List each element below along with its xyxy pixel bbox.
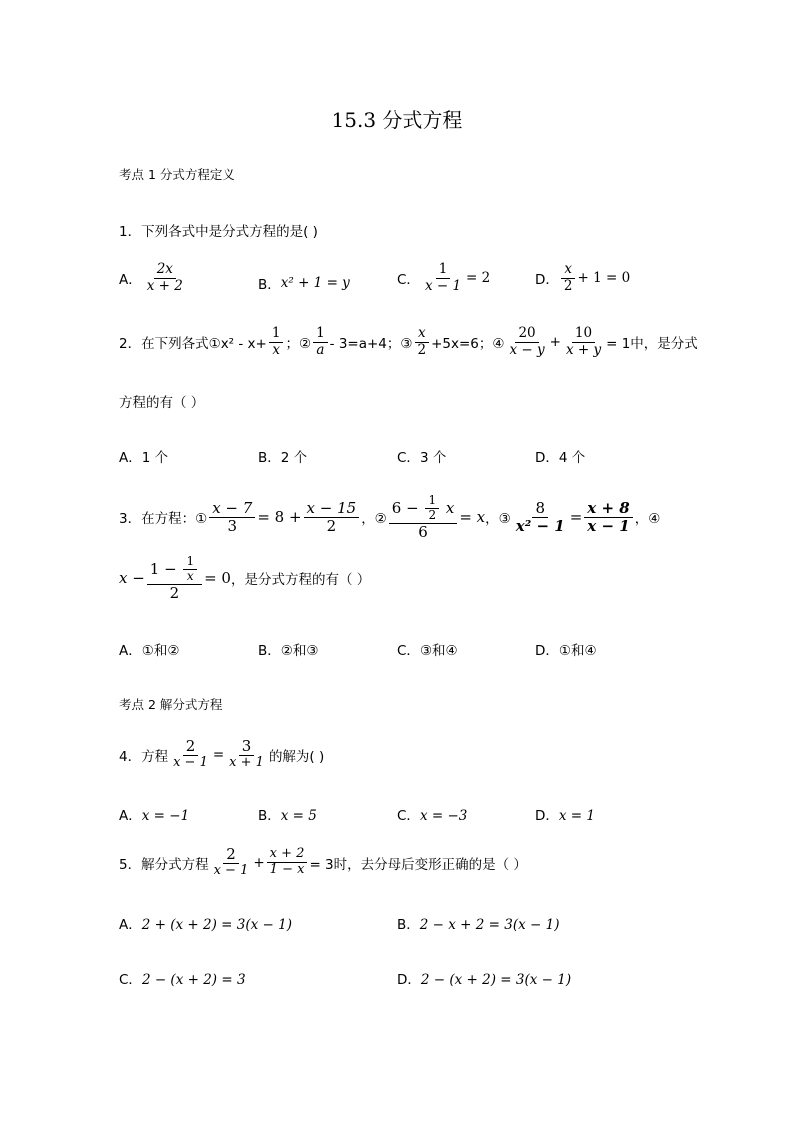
option-text: 2 − (x + 2) = 3(x − 1) bbox=[420, 972, 572, 988]
option-text: 2 − (x + 2) = 3 bbox=[141, 972, 246, 988]
option-label: D． bbox=[397, 972, 421, 988]
stem-text: x − bbox=[119, 569, 145, 588]
option-label: B． bbox=[258, 643, 281, 659]
option-label: B． bbox=[258, 277, 281, 293]
denominator: x bbox=[272, 341, 280, 358]
question-1-stem: 1．下列各式中是分式方程的是( ) bbox=[119, 224, 318, 240]
denominator: x + 2 bbox=[146, 277, 183, 294]
q5-option-c bbox=[119, 968, 246, 988]
fraction bbox=[563, 326, 604, 358]
question-4-stem bbox=[119, 738, 324, 771]
numerator: 2 bbox=[183, 738, 199, 756]
option-label: C． bbox=[119, 972, 142, 988]
numerator: 2x bbox=[154, 262, 176, 279]
option-text: 4 个 bbox=[558, 450, 586, 466]
stem-text: = bbox=[212, 746, 225, 763]
stem-text: ，④ bbox=[634, 511, 661, 528]
question-5-stem bbox=[119, 846, 527, 879]
denominator: x bbox=[186, 568, 194, 583]
q3-option-a bbox=[119, 639, 179, 659]
stem-text: ；② bbox=[285, 336, 312, 353]
fraction bbox=[313, 326, 328, 358]
option-text: ①和④ bbox=[558, 643, 597, 659]
q2-option-c bbox=[397, 446, 446, 466]
stem-text: 3．在方程：① bbox=[119, 511, 208, 528]
denominator: x − 1 bbox=[213, 863, 249, 879]
option-text: x² + 1 = y bbox=[280, 275, 350, 291]
fraction bbox=[513, 500, 568, 536]
option-text: 2 个 bbox=[280, 450, 308, 466]
numerator: 1 bbox=[425, 494, 439, 509]
fraction bbox=[584, 500, 632, 536]
q5-option-b bbox=[397, 913, 559, 933]
question-3-stem bbox=[119, 494, 660, 541]
stem-text: = x bbox=[459, 508, 486, 527]
stem-text: - 3=a+4；③ bbox=[329, 336, 413, 353]
numerator bbox=[147, 555, 202, 585]
stem-text: = bbox=[569, 508, 583, 527]
option-label: D． bbox=[535, 450, 559, 466]
denominator: 2 bbox=[563, 277, 573, 294]
denominator: 3 bbox=[227, 516, 238, 535]
numerator: x − 7 bbox=[209, 500, 255, 518]
stem-text: 的解为( ) bbox=[268, 748, 325, 765]
option-label: A． bbox=[119, 272, 142, 289]
denominator: 2 bbox=[428, 507, 437, 522]
option-label: A． bbox=[119, 450, 142, 466]
stem-text: = 3时，去分母后变形正确的是（ ） bbox=[309, 856, 527, 873]
option-label: A． bbox=[119, 808, 142, 824]
numerator: x bbox=[415, 326, 429, 343]
numerator: 8 bbox=[532, 500, 548, 518]
q3-option-d bbox=[535, 639, 597, 659]
fraction bbox=[425, 494, 439, 523]
numerator: 3 bbox=[239, 738, 255, 756]
q4-option-a bbox=[119, 804, 189, 824]
option-label: C． bbox=[397, 643, 420, 659]
numerator bbox=[389, 494, 458, 524]
section-heading-2: 考点 2 解分式方程 bbox=[119, 697, 223, 712]
option-text: 3 个 bbox=[419, 450, 447, 466]
stem-text: ，② bbox=[361, 511, 387, 528]
numerator: 10 bbox=[572, 326, 595, 343]
stem-text: ，是分式方程的有（ ） bbox=[230, 572, 371, 589]
q4-option-b bbox=[258, 804, 317, 824]
q3-option-b bbox=[258, 639, 318, 659]
denominator: 2 bbox=[417, 341, 427, 358]
numerator: 1 bbox=[313, 326, 328, 343]
q1-option-d bbox=[535, 262, 630, 294]
q2-option-d bbox=[535, 446, 585, 466]
numerator-part: x bbox=[445, 498, 455, 517]
numerator: x + 2 bbox=[267, 847, 308, 863]
numerator-part: 1 − bbox=[149, 559, 182, 578]
q4-option-d bbox=[535, 804, 595, 824]
denominator: x + 1 bbox=[229, 755, 264, 771]
stem-text: + bbox=[549, 334, 561, 351]
stem-text: = 8 + bbox=[257, 508, 302, 527]
option-label: D． bbox=[535, 643, 559, 659]
fraction bbox=[226, 738, 267, 771]
stem-text: 5．解分式方程 bbox=[119, 856, 209, 873]
fraction bbox=[267, 847, 308, 878]
fraction bbox=[269, 326, 284, 358]
fraction bbox=[183, 555, 197, 584]
q1-option-c bbox=[397, 262, 490, 294]
option-label: C． bbox=[397, 450, 420, 466]
denominator: 6 bbox=[418, 522, 428, 541]
stem-text: 4．方程 bbox=[119, 748, 169, 765]
denominator: x − 1 bbox=[424, 277, 462, 294]
fraction bbox=[209, 500, 255, 536]
option-text: 1 个 bbox=[141, 450, 169, 466]
option-text: 2 + (x + 2) = 3(x − 1) bbox=[141, 917, 292, 933]
page-title: 15.3 分式方程 bbox=[331, 108, 463, 132]
stem-text: ，③ bbox=[485, 511, 511, 528]
fraction bbox=[304, 500, 360, 536]
question-2-stem bbox=[119, 326, 698, 358]
option-text: x = −3 bbox=[419, 808, 468, 824]
option-label: C． bbox=[397, 272, 420, 289]
q1-option-a bbox=[119, 262, 188, 294]
stem-text: = 0 bbox=[204, 569, 231, 588]
stem-text: 2．在下列各式①x² - x+ bbox=[119, 336, 267, 353]
option-label: B． bbox=[258, 450, 281, 466]
option-label: D． bbox=[535, 808, 559, 824]
option-text: 2 − x + 2 = 3(x − 1) bbox=[419, 917, 560, 933]
option-label: B． bbox=[397, 917, 420, 933]
complex-fraction bbox=[147, 555, 202, 602]
denominator: 2 bbox=[326, 516, 337, 535]
option-tail: + 1 = 0 bbox=[577, 270, 631, 287]
option-text: ③和④ bbox=[419, 643, 458, 659]
fraction bbox=[561, 262, 576, 294]
q4-option-c bbox=[397, 804, 467, 824]
stem-text: = 1中，是分式 bbox=[606, 336, 698, 353]
denominator: x² − 1 bbox=[515, 516, 565, 535]
denominator: x + y bbox=[565, 341, 602, 358]
numerator: 2 bbox=[223, 846, 239, 864]
option-text: ②和③ bbox=[280, 643, 319, 659]
numerator: 1 bbox=[183, 555, 197, 570]
numerator: x bbox=[561, 262, 575, 279]
question-2-stem-line2: 方程的有（ ） bbox=[119, 395, 205, 411]
q1-option-b bbox=[258, 273, 350, 293]
option-label: D． bbox=[535, 272, 559, 289]
denominator: x − 1 bbox=[173, 755, 208, 771]
numerator: 20 bbox=[515, 326, 538, 343]
stem-text: + bbox=[253, 854, 265, 871]
fraction bbox=[144, 262, 186, 294]
numerator: 1 bbox=[269, 326, 284, 343]
q3-option-c bbox=[397, 639, 458, 659]
q5-option-d bbox=[397, 968, 571, 988]
numerator: 1 bbox=[436, 262, 451, 279]
numerator: x − 15 bbox=[304, 500, 360, 518]
option-label: B． bbox=[258, 808, 281, 824]
stem-text: +5x=6；④ bbox=[431, 336, 505, 353]
option-text: x = 1 bbox=[558, 808, 596, 824]
numerator-part: 6 − bbox=[391, 498, 424, 517]
option-tail: = 2 bbox=[466, 270, 491, 287]
q5-option-a bbox=[119, 913, 292, 933]
section-heading-1: 考点 1 分式方程定义 bbox=[119, 167, 235, 182]
denominator: 2 bbox=[169, 583, 180, 602]
q2-option-a bbox=[119, 446, 168, 466]
option-text: x = 5 bbox=[280, 808, 317, 824]
question-3-stem-line2 bbox=[119, 555, 370, 602]
denominator: x − 1 bbox=[587, 516, 630, 535]
option-label: A． bbox=[119, 643, 142, 659]
fraction bbox=[507, 326, 548, 358]
fraction bbox=[211, 846, 252, 879]
q2-option-b bbox=[258, 446, 307, 466]
numerator: x + 8 bbox=[584, 500, 632, 518]
option-label: C． bbox=[397, 808, 420, 824]
denominator: a bbox=[316, 341, 325, 358]
fraction bbox=[170, 738, 211, 771]
fraction bbox=[422, 262, 464, 294]
complex-fraction bbox=[389, 494, 458, 541]
denominator: x − y bbox=[509, 341, 545, 358]
option-label: A． bbox=[119, 917, 142, 933]
denominator: 1 − x bbox=[269, 862, 305, 878]
fraction bbox=[415, 326, 430, 358]
option-text: x = −1 bbox=[141, 808, 190, 824]
option-text: ①和② bbox=[141, 643, 180, 659]
